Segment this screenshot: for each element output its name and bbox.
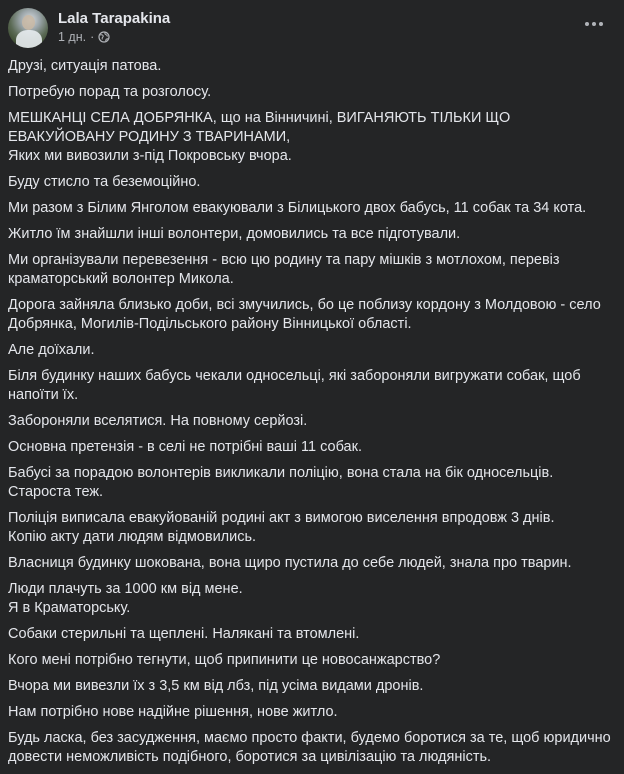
post-paragraph: МЕШКАНЦІ СЕЛА ДОБРЯНКА, що на Вінничині, ВИГАНЯЮТЬ ТІЛЬКИ ЩО ЕВАКУЙОВАНУ РОДИНУ З ТВАРИНАМИ, Яких ми вивозили з-під Покровську вчора. <box>8 110 511 164</box>
avatar-body <box>16 30 42 48</box>
more-options-button[interactable] <box>580 14 608 34</box>
post-paragraph: Основна претензія - в селі не потрібні ваші 11 собак. <box>8 439 362 455</box>
author-name[interactable]: Lala Tarapakina <box>58 10 171 27</box>
post-paragraph: Бабусі за порадою волонтерів викликали поліцію, вона стала на бік односельців. Староста теж. <box>8 465 554 500</box>
post-paragraph: Забороняли вселятися. На повному серйозі. <box>8 413 308 429</box>
avatar-face <box>22 15 35 30</box>
post-paragraph: Біля будинку наших бабусь чекали односельці, які забороняли вигружати собак, щоб напоїти їх. <box>8 368 581 403</box>
post-paragraph: Ми організували перевезення - всю цю родину та пару мішків з мотлохом, перевіз краматорський волонтер Микола. <box>8 252 560 287</box>
globe-icon[interactable] <box>98 31 110 43</box>
more-dots-icon <box>585 22 603 26</box>
post-paragraph: Кого мені потрібно тегнути, щоб припинити це новосанжарство? <box>8 652 441 668</box>
post-paragraph: Друзі, ситуація патова. <box>8 58 162 74</box>
post-paragraph: Власниця будинку шокована, вона щиро пустила до себе людей, знала про тварин. <box>8 555 572 571</box>
post-meta <box>58 30 110 44</box>
post-paragraph: Люди плачуть за 1000 км від мене. Я в Краматорську. <box>8 581 243 616</box>
post-paragraph: Дорога зайняла близько доби, всі змучились, бо це поблизу кордону з Молдовою - село Добрянка, Могилів-Подільського району Вінницької області. <box>8 297 601 332</box>
post-paragraph: Собаки стерильні та щеплені. Налякані та втомлені. <box>8 626 360 642</box>
post-paragraph: Ми разом з Білим Янголом евакуювали з Білицького двох бабусь, 11 собак та 34 кота. <box>8 200 587 216</box>
post-paragraph: Нам потрібно нове надійне рішення, нове житло. <box>8 704 338 720</box>
meta-separator: · <box>90 30 95 44</box>
post-paragraph: Житло їм знайшли інші волонтери, домовились та все підготували. <box>8 226 461 242</box>
post-paragraph: Вчора ми вивезли їх з 3,5 км від лбз, під усіма видами дронів. <box>8 678 424 694</box>
post-paragraph: Будь ласка, без засудження, маємо просто факти, будемо боротися за те, щоб юридично довести неможливість подібного, боротися за цивілізацію та людяність. <box>8 730 611 765</box>
post-paragraph: Поліція виписала евакуйованій родині акт з вимогою виселення впродовж 3 днів. Копію акту дати людям відмовились. <box>8 510 555 545</box>
post-time[interactable]: 1 дн. <box>58 30 87 44</box>
post-text <box>8 57 616 774</box>
post-paragraph: Але доїхали. <box>8 342 95 358</box>
avatar[interactable] <box>8 8 48 48</box>
post-header <box>8 8 616 48</box>
post-paragraph: Буду стисло та беземоційно. <box>8 174 201 190</box>
post-paragraph: Потребую порад та розголосу. <box>8 84 212 100</box>
